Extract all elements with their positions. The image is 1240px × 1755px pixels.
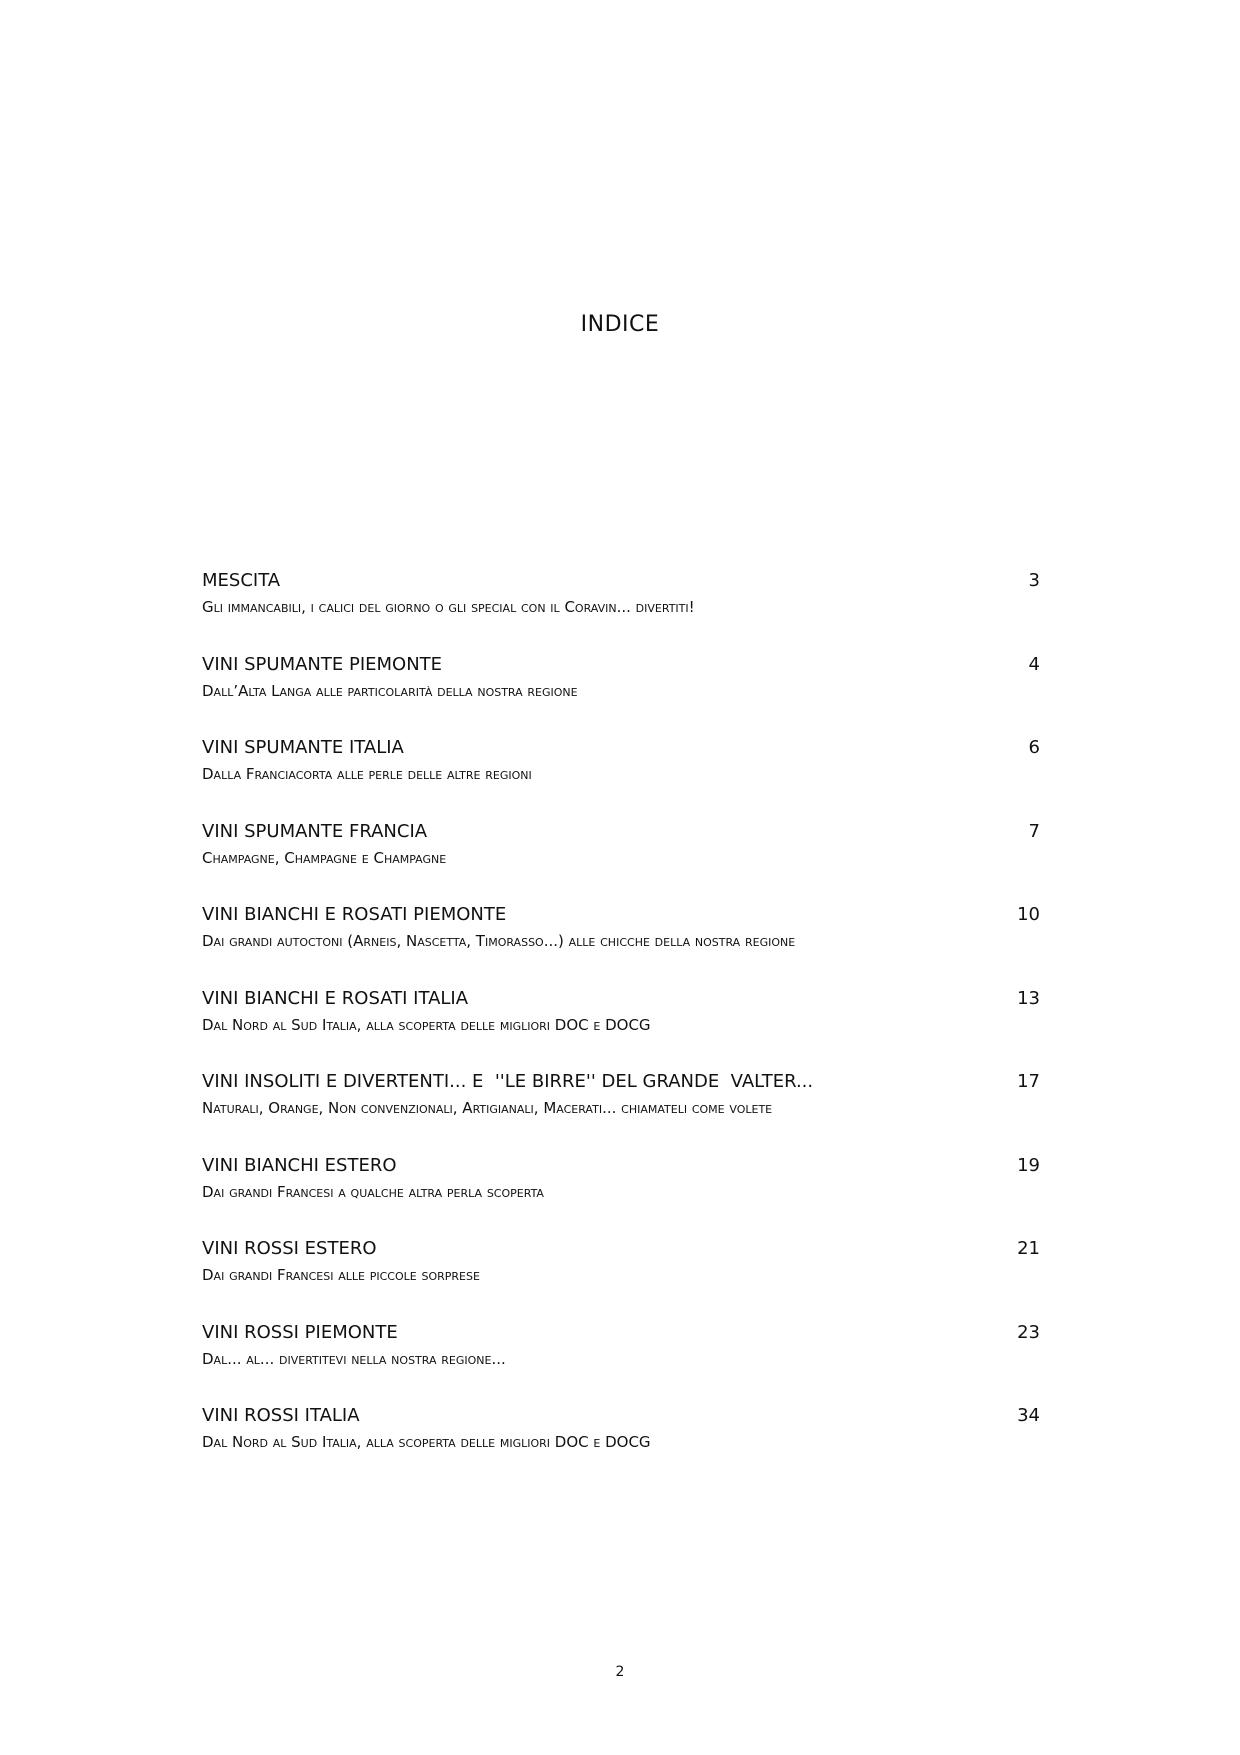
toc-page-number: 13 (1017, 987, 1040, 1009)
toc-description: Dai grandi autoctoni (Arneis, Nascetta, Timorasso...) alle chicche della nostra regione (202, 932, 796, 950)
toc-title: VINI INSOLITI E DIVERTENTI... E ''LE BIRRE'' DEL GRANDE VALTER... (202, 1071, 814, 1092)
toc-heading (202, 1320, 1040, 1346)
toc-page-number: 6 (1028, 737, 1040, 758)
toc-heading (202, 902, 1040, 928)
toc-heading (202, 986, 1040, 1012)
toc-title: VINI BIANCHI E ROSATI ITALIA (202, 987, 469, 1009)
toc-page-number: 34 (1017, 1405, 1040, 1426)
toc-title: VINI BIANCHI E ROSATI PIEMONTE (202, 904, 507, 925)
toc-title: VINI SPUMANTE FRANCIA (202, 820, 428, 842)
toc-description: Dai grandi Francesi a qualche altra perla scoperta (202, 1182, 544, 1201)
page-title: INDICE (580, 312, 660, 337)
toc-page-number: 3 (1028, 570, 1040, 591)
toc-description: Dall’Alta Langa alle particolarità della nostra regione (202, 681, 578, 700)
toc-title: VINI ROSSI PIEMONTE (202, 1321, 398, 1343)
toc-entry-bianchi-estero[interactable] (202, 1153, 1040, 1237)
toc-page-number: 17 (1017, 1071, 1040, 1092)
toc-entry-mescita[interactable] (202, 568, 1040, 652)
toc-description: Dal... al... divertitevi nella nostra regione... (202, 1349, 506, 1368)
toc-description: Dal Nord al Sud Italia, alla scoperta delle migliori DOC e DOCG (202, 1015, 651, 1034)
toc-page-number: 10 (1017, 904, 1040, 925)
toc-page-number: 19 (1017, 1154, 1040, 1176)
toc-entry-rossi-italia[interactable] (202, 1403, 1040, 1487)
page-number: 2 (615, 1664, 625, 1680)
toc-page-number: 7 (1028, 820, 1040, 842)
toc-description: Dalla Franciacorta alle perle delle altre regioni (202, 765, 532, 783)
toc-description: Dal Nord al Sud Italia, alla scoperta delle migliori DOC e DOCG (202, 1433, 651, 1451)
toc-heading (202, 1236, 1040, 1262)
toc-entry-insoliti-birre[interactable] (202, 1069, 1040, 1153)
toc-description: Champagne, Champagne e Champagne (202, 848, 447, 867)
toc-heading (202, 1403, 1040, 1429)
toc-heading (202, 1069, 1040, 1095)
toc-description: Dai grandi Francesi alle piccole sorprese (202, 1266, 480, 1284)
toc-heading (202, 568, 1040, 594)
toc-heading (202, 1153, 1040, 1179)
toc-heading (202, 735, 1040, 761)
toc-heading (202, 652, 1040, 678)
toc-description: Naturali, Orange, Non convenzionali, Artigianali, Macerati... chiamateli come volete (202, 1099, 773, 1117)
toc-title: VINI ROSSI ESTERO (202, 1238, 377, 1259)
toc-entry-rossi-piemonte[interactable] (202, 1320, 1040, 1404)
toc-title: VINI ROSSI ITALIA (202, 1405, 360, 1426)
toc-description: Gli immancabili, i calici del giorno o gli special con il Coravin... divertiti! (202, 598, 695, 616)
toc-page-number: 4 (1028, 653, 1040, 675)
toc-entry-spumante-piemonte[interactable] (202, 652, 1040, 736)
toc-title: VINI SPUMANTE PIEMONTE (202, 653, 443, 675)
toc-title: VINI BIANCHI ESTERO (202, 1154, 397, 1176)
table-of-contents (202, 568, 1040, 1487)
toc-title: VINI SPUMANTE ITALIA (202, 737, 404, 758)
toc-entry-spumante-francia[interactable] (202, 819, 1040, 903)
toc-entry-bianchi-rosati-italia[interactable] (202, 986, 1040, 1070)
toc-entry-bianchi-rosati-piemonte[interactable] (202, 902, 1040, 986)
toc-page-number: 23 (1017, 1321, 1040, 1343)
toc-heading (202, 819, 1040, 845)
toc-page-number: 21 (1017, 1238, 1040, 1259)
toc-entry-rossi-estero[interactable] (202, 1236, 1040, 1320)
toc-entry-spumante-italia[interactable] (202, 735, 1040, 819)
toc-title: MESCITA (202, 570, 281, 591)
